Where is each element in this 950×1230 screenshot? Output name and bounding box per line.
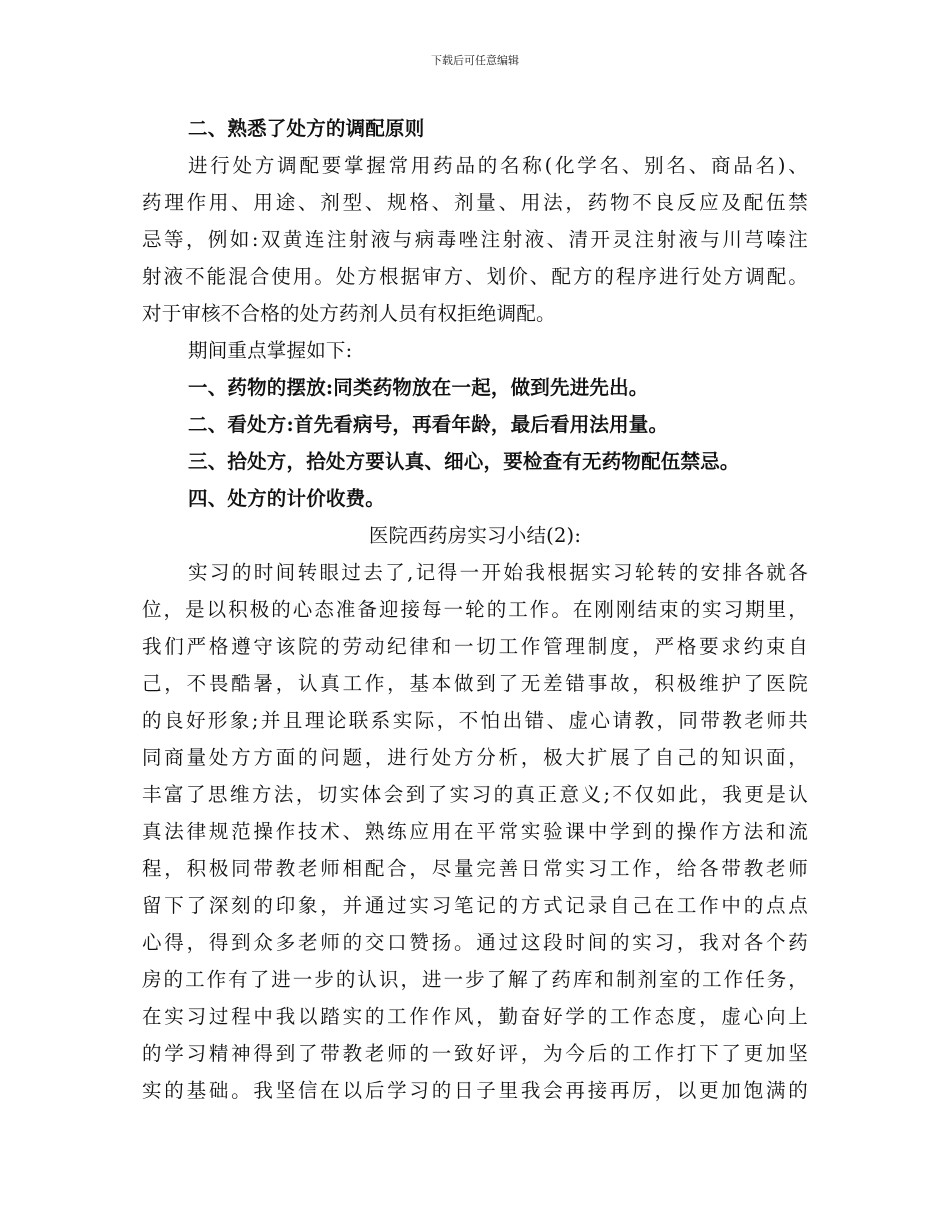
section-heading: 二、熟悉了处方的调配原则 bbox=[188, 117, 425, 140]
paragraph-line: 留下了深刻的印象，并通过实习笔记的方式记录自己在工作中的点点 bbox=[142, 894, 808, 917]
paragraph-line: 程，积极同带教老师相配合，尽量完善日常实习工作，给各带教老师 bbox=[142, 857, 808, 880]
focus-item: 一、药物的摆放:同类药物放在一起，做到先进先出。 bbox=[188, 376, 649, 399]
focus-intro: 期间重点掌握如下: bbox=[188, 339, 353, 362]
paragraph-line: 房的工作有了进一步的认识，进一步了解了药库和制剂室的工作任务， bbox=[142, 968, 808, 991]
paragraph-line: 实习的时间转眼过去了,记得一开始我根据实习轮转的安排各就各 bbox=[188, 561, 808, 584]
paragraph-line: 丰富了思维方法，切实体会到了实习的真正意义;不仅如此，我更是认 bbox=[142, 783, 808, 806]
paragraph-line: 位，是以积极的心态准备迎接每一轮的工作。在刚刚结束的实习期里， bbox=[142, 598, 808, 621]
paragraph-line: 真法律规范操作技术、熟练应用在平常实验课中学到的操作方法和流 bbox=[142, 820, 808, 843]
paragraph-line: 忌等，例如:双黄连注射液与病毒唑注射液、清开灵注射液与川芎嗪注 bbox=[142, 228, 808, 251]
paragraph-line: 在实习过程中我以踏实的工作作风，勤奋好学的工作态度，虚心向上 bbox=[142, 1005, 808, 1028]
paragraph-line: 射液不能混合使用。处方根据审方、划价、配方的程序进行处方调配。 bbox=[142, 265, 808, 288]
paragraph-line: 的学习精神得到了带教老师的一致好评，为今后的工作打下了更加坚 bbox=[142, 1042, 808, 1065]
paragraph-line: 我们严格遵守该院的劳动纪律和一切工作管理制度，严格要求约束自 bbox=[142, 635, 808, 658]
paragraph-line: 进行处方调配要掌握常用药品的名称(化学名、别名、商品名)、 bbox=[188, 154, 808, 177]
focus-item: 三、拾处方，拾处方要认真、细心，要检查有无药物配伍禁忌。 bbox=[188, 450, 740, 473]
focus-item: 四、处方的计价收费。 bbox=[188, 487, 386, 510]
focus-item: 二、看处方:首先看病号，再看年龄，最后看用法用量。 bbox=[188, 413, 669, 436]
paragraph-line: 的良好形象;并且理论联系实际，不怕出错、虚心请教，同带教老师共 bbox=[142, 709, 808, 732]
paragraph-line: 同商量处方方面的问题，进行处方分析，极大扩展了自己的知识面， bbox=[142, 746, 808, 769]
paragraph-line: 己，不畏酷暑，认真工作，基本做到了无差错事故，积极维护了医院 bbox=[142, 672, 808, 695]
section-title: 医院西药房实习小结(2): bbox=[368, 524, 582, 547]
paragraph-line: 心得，得到众多老师的交口赞扬。通过这段时间的实习，我对各个药 bbox=[142, 931, 808, 954]
paragraph-line: 对于审核不合格的处方药剂人员有权拒绝调配。 bbox=[142, 302, 556, 325]
page-header-note: 下载后可任意编辑 bbox=[431, 54, 519, 67]
paragraph-line: 实的基础。我坚信在以后学习的日子里我会再接再厉，以更加饱满的 bbox=[142, 1079, 808, 1102]
paragraph-line: 药理作用、用途、剂型、规格、剂量、用法，药物不良反应及配伍禁 bbox=[142, 191, 808, 214]
document-body bbox=[142, 110, 808, 1109]
